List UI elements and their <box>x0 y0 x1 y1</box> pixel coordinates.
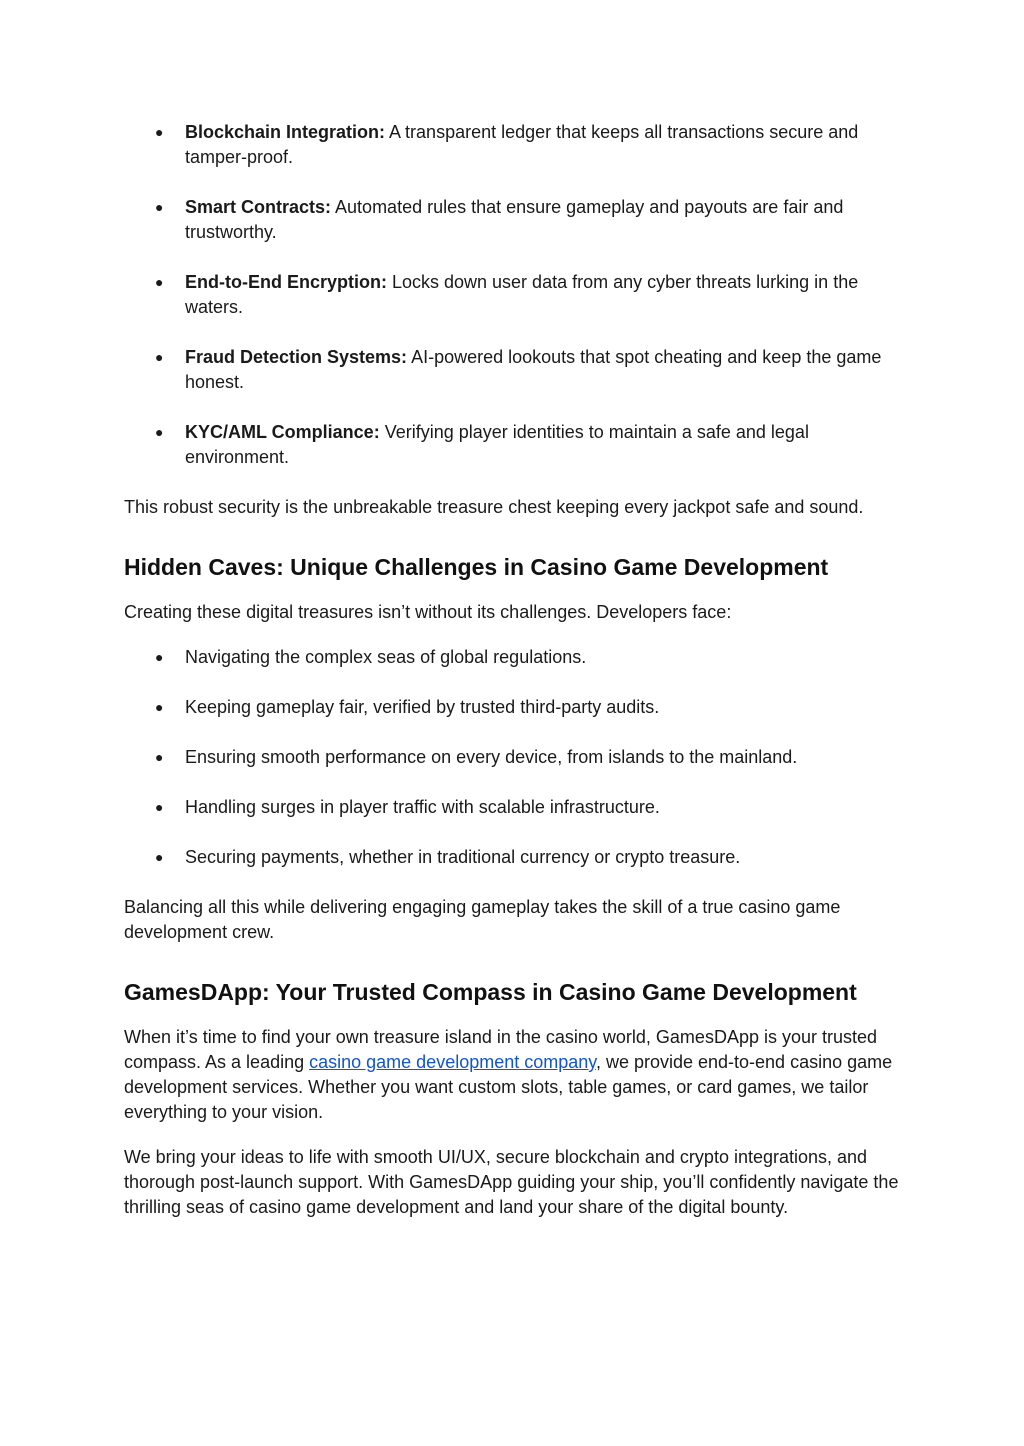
gamesdapp-paragraph-2: We bring your ideas to life with smooth UI/UX, secure blockchain and crypto integrations, and thorough post-launch support. With GamesDApp guiding your ship, you’ll confidently navigate the thrilling seas of casino game development and land your share of the digital bounty. <box>124 1147 899 1217</box>
feature-term: Blockchain Integration: <box>185 122 386 142</box>
gamesdapp-heading: GamesDApp: Your Trusted Compass in Casino Game Development <box>124 979 857 1005</box>
document-page <box>124 120 904 1220</box>
bullet-icon: ● <box>155 349 164 365</box>
paragraph-text: When it’s time to find your own treasure island in the casino world, GamesDApp is your trusted compass. As a leading <box>124 1027 878 1072</box>
challenges-heading: Hidden Caves: Unique Challenges in Casino Game Development <box>124 554 829 580</box>
bullet-icon: ● <box>155 699 164 715</box>
bullet-icon: ● <box>155 749 164 765</box>
bullet-icon: ● <box>155 649 164 665</box>
list-item <box>124 695 904 720</box>
bullet-icon: ● <box>155 849 164 865</box>
challenges-summary: Balancing all this while delivering engaging gameplay takes the skill of a true casino game development crew. <box>124 897 841 942</box>
gamesdapp-paragraph-1 <box>124 1025 904 1125</box>
feature-description: Automated rules that ensure gameplay and payouts are fair and trustworthy. <box>185 197 844 242</box>
company-link[interactable]: casino game development company <box>309 1052 596 1072</box>
challenges-intro: Creating these digital treasures isn’t without its challenges. Developers face: <box>124 602 732 622</box>
list-item <box>124 345 904 395</box>
challenge-text: Navigating the complex seas of global regulations. <box>185 647 587 667</box>
challenges-list <box>124 645 904 870</box>
challenge-text: Handling surges in player traffic with scalable infrastructure. <box>185 797 660 817</box>
list-item <box>124 195 904 245</box>
feature-description: AI-powered lookouts that spot cheating and keep the game honest. <box>185 347 882 392</box>
list-item <box>124 270 904 320</box>
feature-description: Locks down user data from any cyber threats lurking in the waters. <box>185 272 859 317</box>
feature-term: Fraud Detection Systems: <box>185 347 408 367</box>
bullet-icon: ● <box>155 424 164 440</box>
security-summary: This robust security is the unbreakable treasure chest keeping every jackpot safe and sound. <box>124 497 864 517</box>
challenge-text: Securing payments, whether in traditional currency or crypto treasure. <box>185 847 741 867</box>
challenge-text: Ensuring smooth performance on every device, from islands to the mainland. <box>185 747 798 767</box>
list-item <box>124 845 904 870</box>
feature-description: Verifying player identities to maintain a safe and legal environment. <box>185 422 809 467</box>
bullet-icon: ● <box>155 199 164 215</box>
bullet-icon: ● <box>155 124 164 140</box>
list-item <box>124 645 904 670</box>
paragraph-text: , we provide end-to-end casino game development services. Whether you want custom slots, table games, or card games, we tailor everything to your vision. <box>124 1052 893 1122</box>
list-item <box>124 745 904 770</box>
list-item <box>124 120 904 170</box>
list-item <box>124 795 904 820</box>
bullet-icon: ● <box>155 274 164 290</box>
feature-term: Smart Contracts: <box>185 197 332 217</box>
feature-description: A transparent ledger that keeps all transactions secure and tamper-proof. <box>185 122 859 167</box>
bullet-icon: ● <box>155 799 164 815</box>
challenge-text: Keeping gameplay fair, verified by trusted third-party audits. <box>185 697 660 717</box>
feature-term: KYC/AML Compliance: <box>185 422 380 442</box>
security-features-list <box>124 120 904 470</box>
list-item <box>124 420 904 470</box>
feature-term: End-to-End Encryption: <box>185 272 387 292</box>
